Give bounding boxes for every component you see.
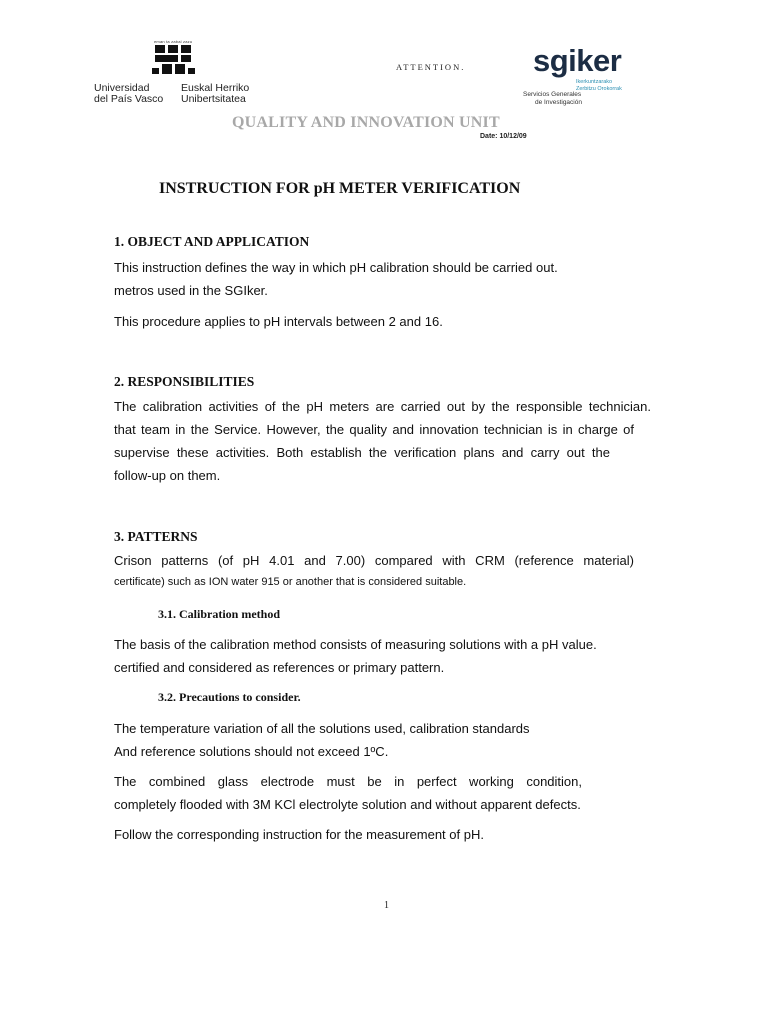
document-date: Date: 10/12/09 [480,133,527,140]
section-2-text-1: The calibration activities of the pH meters are carried out by the responsible technician. [114,399,651,414]
sgiker-subtitle-eu: Ikerkuntzarako Zerbitzu Orokorrak [576,79,622,92]
section-1-text-3: This procedure applies to pH intervals between 2 and 16. [114,314,443,329]
section-2-heading: 2. RESPONSIBILITIES [114,374,255,389]
section-2-text-3: supervise these activities. Both establish the verification plans and carry out the [114,445,610,460]
subsection-3-2-text-3: The combined glass electrode must be in perfect working condition, [114,774,582,789]
unit-title: QUALITY AND INNOVATION UNIT [232,114,500,131]
subsection-3-1-text-2: certified and considered as references or primary pattern. [114,660,445,675]
page-number: 1 [384,900,389,911]
upv-name-eu: Euskal Herriko Unibertsitatea [181,82,250,105]
section-2-text-4: follow-up on them. [114,468,221,483]
sgiker-subtitle-es: Servicios Generales de Investigación [523,91,582,106]
section-3-text-1: Crison patterns (of pH 4.01 and 7.00) compared with CRM (reference material) [114,553,634,568]
subsection-3-2-text-4: completely flooded with 3M KCl electrolyte solution and without apparent defects. [114,797,581,812]
subsection-3-2-heading: 3.2. Precautions to consider. [158,690,301,704]
sgiker-logo: sgiker [533,43,622,78]
section-1-heading: 1. OBJECT AND APPLICATION [114,234,310,249]
upv-motto: eman ta zabal zazu [154,39,193,44]
attention-label: ATTENTION. [396,62,466,72]
section-3-heading: 3. PATTERNS [114,529,198,544]
section-2-text-2: that team in the Service. However, the quality and innovation technician is in charge of [114,422,634,437]
subsection-3-2-text-1: The temperature variation of all the solutions used, calibration standards [114,721,530,736]
subsection-3-1-text-1: The basis of the calibration method consists of measuring solutions with a pH value. [114,637,597,652]
document-title: INSTRUCTION FOR pH METER VERIFICATION [159,180,521,197]
section-1-text-2: metros used in the SGIker. [114,283,268,298]
subsection-3-1-heading: 3.1. Calibration method [158,607,281,621]
upv-name-es: Universidad del País Vasco [94,82,164,105]
section-1-text-1: This instruction defines the way in which pH calibration should be carried out. [114,260,558,275]
section-3-text-2: certificate) such as ION water 915 or another that is considered suitable. [114,576,467,588]
subsection-3-2-text-2: And reference solutions should not exceed 1ºC. [114,744,389,759]
subsection-3-2-text-5: Follow the corresponding instruction for the measurement of pH. [114,827,484,842]
